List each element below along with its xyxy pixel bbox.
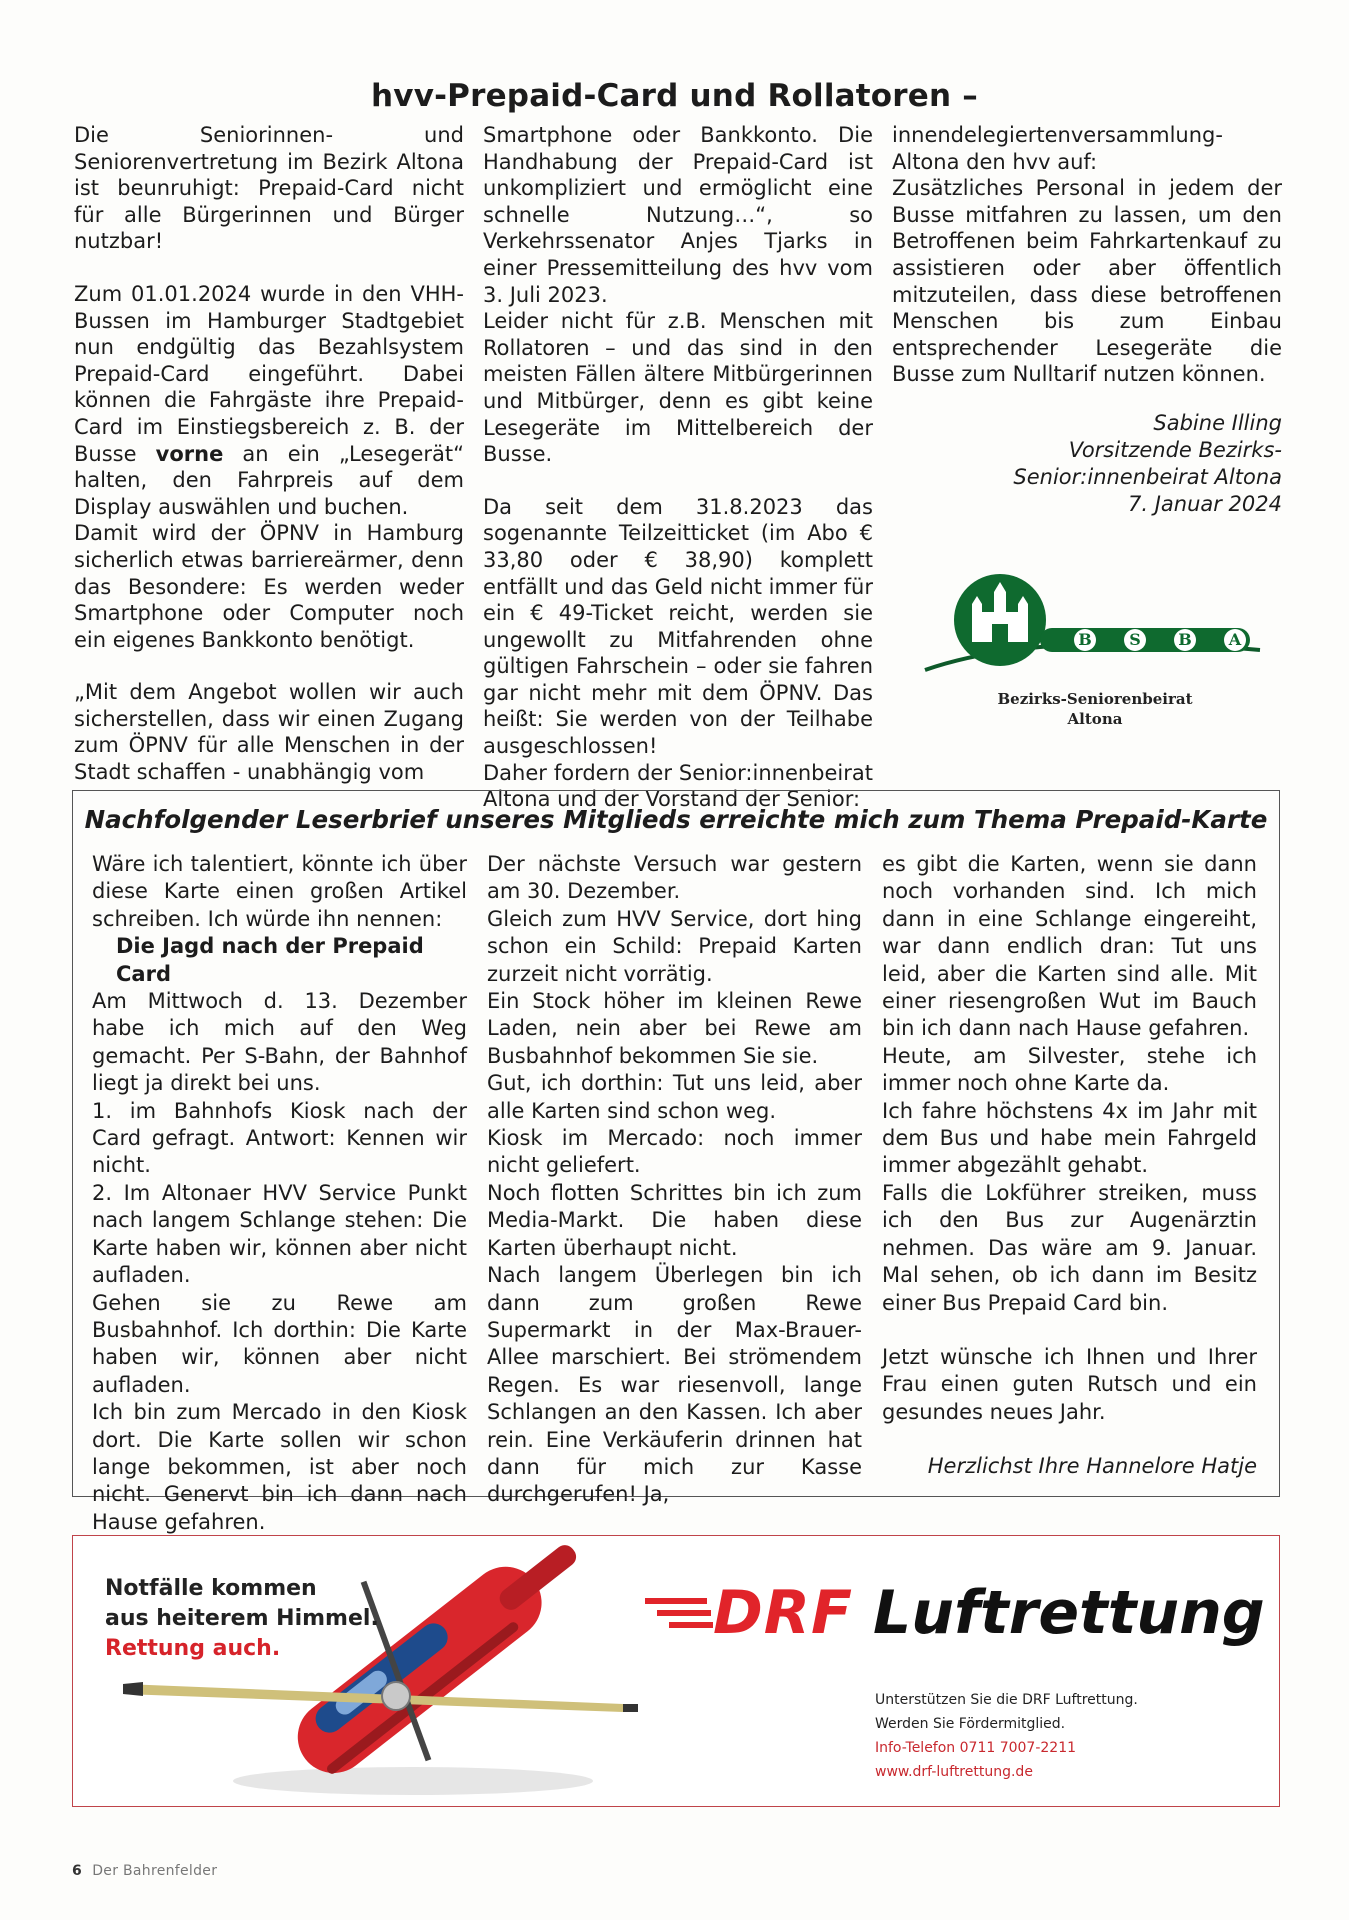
letter-paragraph: Heute, am Silvester, stehe ich immer noch ohne Karte da. xyxy=(882,1043,1257,1096)
letter-column-1 xyxy=(92,851,467,1536)
letter-title: Nachfolgender Leserbrief unseres Mitglieds erreichte mich zum Thema Prepaid-Karte xyxy=(84,805,1268,834)
article-column-3 xyxy=(892,122,1282,518)
letter-paragraph: 2. Im Altonaer HVV Service Punkt nach langem Schlange stehen: Die Karte haben wir, können aber nicht aufladen. xyxy=(92,1180,467,1288)
logo-caption: Bezirks-Seniorenbeirat xyxy=(997,690,1193,708)
letter-paragraph: Ich bin zum Mercado in den Kiosk dort. Die Karte sollen wir schon lange bekommen, ist aber noch nicht. Genervt bin ich dann nach Hause gefahren. xyxy=(92,1400,467,1534)
signature-date: 7. Januar 2024 xyxy=(1127,491,1282,516)
letter-paragraph: Gut, ich dorthin: Tut uns leid, aber alle Karten sind schon weg. xyxy=(487,1071,862,1123)
ad-info-text: Unterstützen Sie die DRF Luftrettung. Werden Sie Fördermitglied. Info-Telefon 0711 7007-2211 www.drf-luftrettung.de xyxy=(875,1688,1138,1784)
article-title: hvv-Prepaid-Card und Rollatoren – xyxy=(371,78,978,114)
article-paragraph: Da seit dem 31.8.2023 das sogenannte Teilzeitticket (im Abo € 33,80 oder € 38,90) komplett entfällt und das Geld nicht immer für ein € 49-Ticket reicht, werden sie ungewollt zu Mitfahrenden ohne gültigen Fahrschein – oder sie fahren gar nicht mehr mit dem ÖPNV. Das heißt: Sie werden von der Teilhabe ausgeschlossen! xyxy=(483,494,873,759)
info-website-link[interactable]: www.drf-luftrettung.de xyxy=(875,1764,1033,1780)
letter-paragraph: Noch flotten Schrittes bin ich zum Media-Markt. Die haben diese Karten überhaupt nicht. xyxy=(487,1180,862,1260)
letter-column-2 xyxy=(487,851,862,1509)
ad-tagline: Notfälle kommen aus heiterem Himmel. Rettung auch. xyxy=(105,1576,379,1661)
article-paragraph: Die Seniorinnen- und Seniorenvertretung im Bezirk Altona ist beunruhigt: Prepaid-Card nicht für alle Bürgerinnen und Bürger nutzbar! xyxy=(74,123,464,254)
letter-paragraph: Ein Stock höher im kleinen Rewe Laden, nein aber bei Rewe am Busbahnhof bekommen Sie sie. xyxy=(487,989,862,1068)
article-paragraph: Zum 01.01.2024 wurde in den VHH-Bussen im Hamburger Stadtgebiet nun endgültig das Bezahlsystem Prepaid-Card eingeführt. Dabei können die Fahrgäste ihre Prepaid-Card im Einstiegsbereich z. B. der Busse vorne an ein „Lesegerät“ halten, den Fahrpreis auf dem Display auswählen und buchen. xyxy=(74,281,464,519)
letter-paragraph: Gleich zum HVV Service, dort hing schon ein Schild: Prepaid Karten zurzeit nicht vorrätig. xyxy=(487,906,862,986)
logo-letter: B xyxy=(1074,629,1096,651)
signature-role: Senior:innenbeirat Altona xyxy=(1013,464,1282,489)
reader-letter-box xyxy=(72,790,1280,1534)
article-paragraph: Smartphone oder Bankkonto. Die Handhabung der Prepaid-Card ist unkompliziert und ermöglicht eine schnelle Nutzung…“, so Verkehrssenator Anjes Tjarks in einer Pressemitteilung des hvv vom 3. Juli 2023. xyxy=(483,123,873,307)
logo-letter: A xyxy=(1224,629,1246,651)
letter-paragraph: Falls die Lokführer streiken, muss ich den Bus zur Augenärztin nehmen. Das wäre am 9. Januar. Mal sehen, ob ich dann im Besitz einer Bus Prepaid Card bin. xyxy=(882,1180,1257,1315)
bsba-emblem-icon xyxy=(920,570,1270,680)
article-paragraph: Leider nicht für z.B. Menschen mit Rollatoren – und das sind in den meisten Fällen ältere Mitbürgerinnen und Mitbürger, denn es gibt keine Lesegeräte im Mittelbereich der Busse. xyxy=(483,309,873,467)
article-column-1 xyxy=(74,122,464,786)
article-paragraph: innendelegiertenversammlung-Altona den hvv auf: xyxy=(892,123,1223,174)
luftrettung-brand: Luftrettung xyxy=(873,1578,1265,1648)
info-phone: Info-Telefon 0711 7007-2211 xyxy=(875,1740,1077,1756)
page-number: 6 xyxy=(72,1863,82,1879)
logo-letter: B xyxy=(1174,629,1196,651)
signature-name: Sabine Illing xyxy=(1153,410,1282,435)
article-paragraph: Damit wird der ÖPNV in Hamburg sicherlich etwas barriereärmer, denn das Besondere: Es werden weder Smartphone oder Computer noch ein eigenes Bankkonto benötigt. xyxy=(74,521,464,652)
letter-paragraph: Am Mittwoch d. 13. Dezember habe ich mich auf den Weg gemacht. Per S-Bahn, der Bahnhof liegt ja direkt bei uns. xyxy=(92,989,467,1096)
letter-paragraph: Nach langem Überlegen bin ich dann zum großen Rewe Supermarkt in der Max-Brauer-Allee marschiert. Bei strömendem Regen. Es war riesenvoll, lange Schlangen an den Kassen. Ich aber rein. Eine Verkäuferin drinnen hat dann für mich zur Kasse durchgerufen! Ja, xyxy=(487,1263,862,1507)
magazine-name: Der Bahrenfelder xyxy=(92,1863,218,1879)
letter-paragraph: Gehen sie zu Rewe am Busbahnhof. Ich dorthin: Die Karte haben wir, können aber nicht aufladen. xyxy=(92,1290,467,1397)
article-paragraph: Daher fordern der Senior:innenbeirat Altona und der Vorstand der Senior: xyxy=(483,760,873,812)
bsba-logo xyxy=(920,570,1270,740)
drf-advertisement[interactable] xyxy=(72,1535,1280,1807)
article-paragraph: Zusätzliches Personal in jedem der Busse mitfahren zu lassen, um den Betroffenen beim Fahrkartenkauf zu assistieren oder aber öffentlich mitzuteilen, dass diese betroffenen Menschen bis zum Einbau entsprechender Lesegeräte die Busse zum Nulltarif nutzen können. xyxy=(892,176,1282,387)
emphasis: vorne xyxy=(155,441,224,466)
article-paragraph: „Mit dem Angebot wollen wir auch sicherstellen, dass wir einen Zugang zum ÖPNV für alle Menschen in der Stadt schaffen - unabhängig vom xyxy=(74,680,464,785)
letter-paragraph: 1. im Bahnhofs Kiosk nach der Card gefragt. Antwort: Kennen wir nicht. xyxy=(92,1098,467,1178)
drf-brand: DRF xyxy=(713,1578,853,1648)
letter-paragraph: Ich fahre höchstens 4x im Jahr mit dem Bus und habe mein Fahrgeld immer abgezählt gehabt. xyxy=(882,1098,1257,1178)
article-column-2 xyxy=(483,122,873,813)
logo-caption: Altona xyxy=(1067,710,1123,728)
letter-paragraph: Wäre ich talentiert, könnte ich über diese Karte einen großen Artikel schreiben. Ich würde ihn nennen: xyxy=(92,852,467,931)
letter-paragraph: Kiosk im Mercado: noch immer nicht geliefert. xyxy=(487,1126,862,1178)
letter-paragraph: es gibt die Karten, wenn sie dann noch vorhanden sind. Ich mich dann in eine Schlange eingereiht, war dann endlich dran: Tut uns leid, aber die Karten sind alle. Mit einer riesengroßen Wut im Bauch bin ich dann nach Hause gefahren. xyxy=(882,852,1257,1041)
signature-role: Vorsitzende Bezirks- xyxy=(1068,437,1282,462)
letter-column-3 xyxy=(882,851,1257,1481)
drf-speed-lines-icon xyxy=(645,1594,715,1634)
page-footer xyxy=(72,1863,217,1879)
logo-letter: S xyxy=(1124,629,1146,651)
letter-paragraph: Jetzt wünsche ich Ihnen und Ihrer Frau einen guten Rutsch und ein gesundes neues Jahr. xyxy=(882,1344,1257,1424)
letter-paragraph: Der nächste Versuch war gestern am 30. Dezember. xyxy=(487,852,862,904)
letter-signoff: Herzlichst Ihre Hannelore Hatje xyxy=(927,1454,1257,1479)
article-signature xyxy=(892,410,1282,518)
letter-heading: Die Jagd nach der Prepaid Card xyxy=(116,934,424,986)
